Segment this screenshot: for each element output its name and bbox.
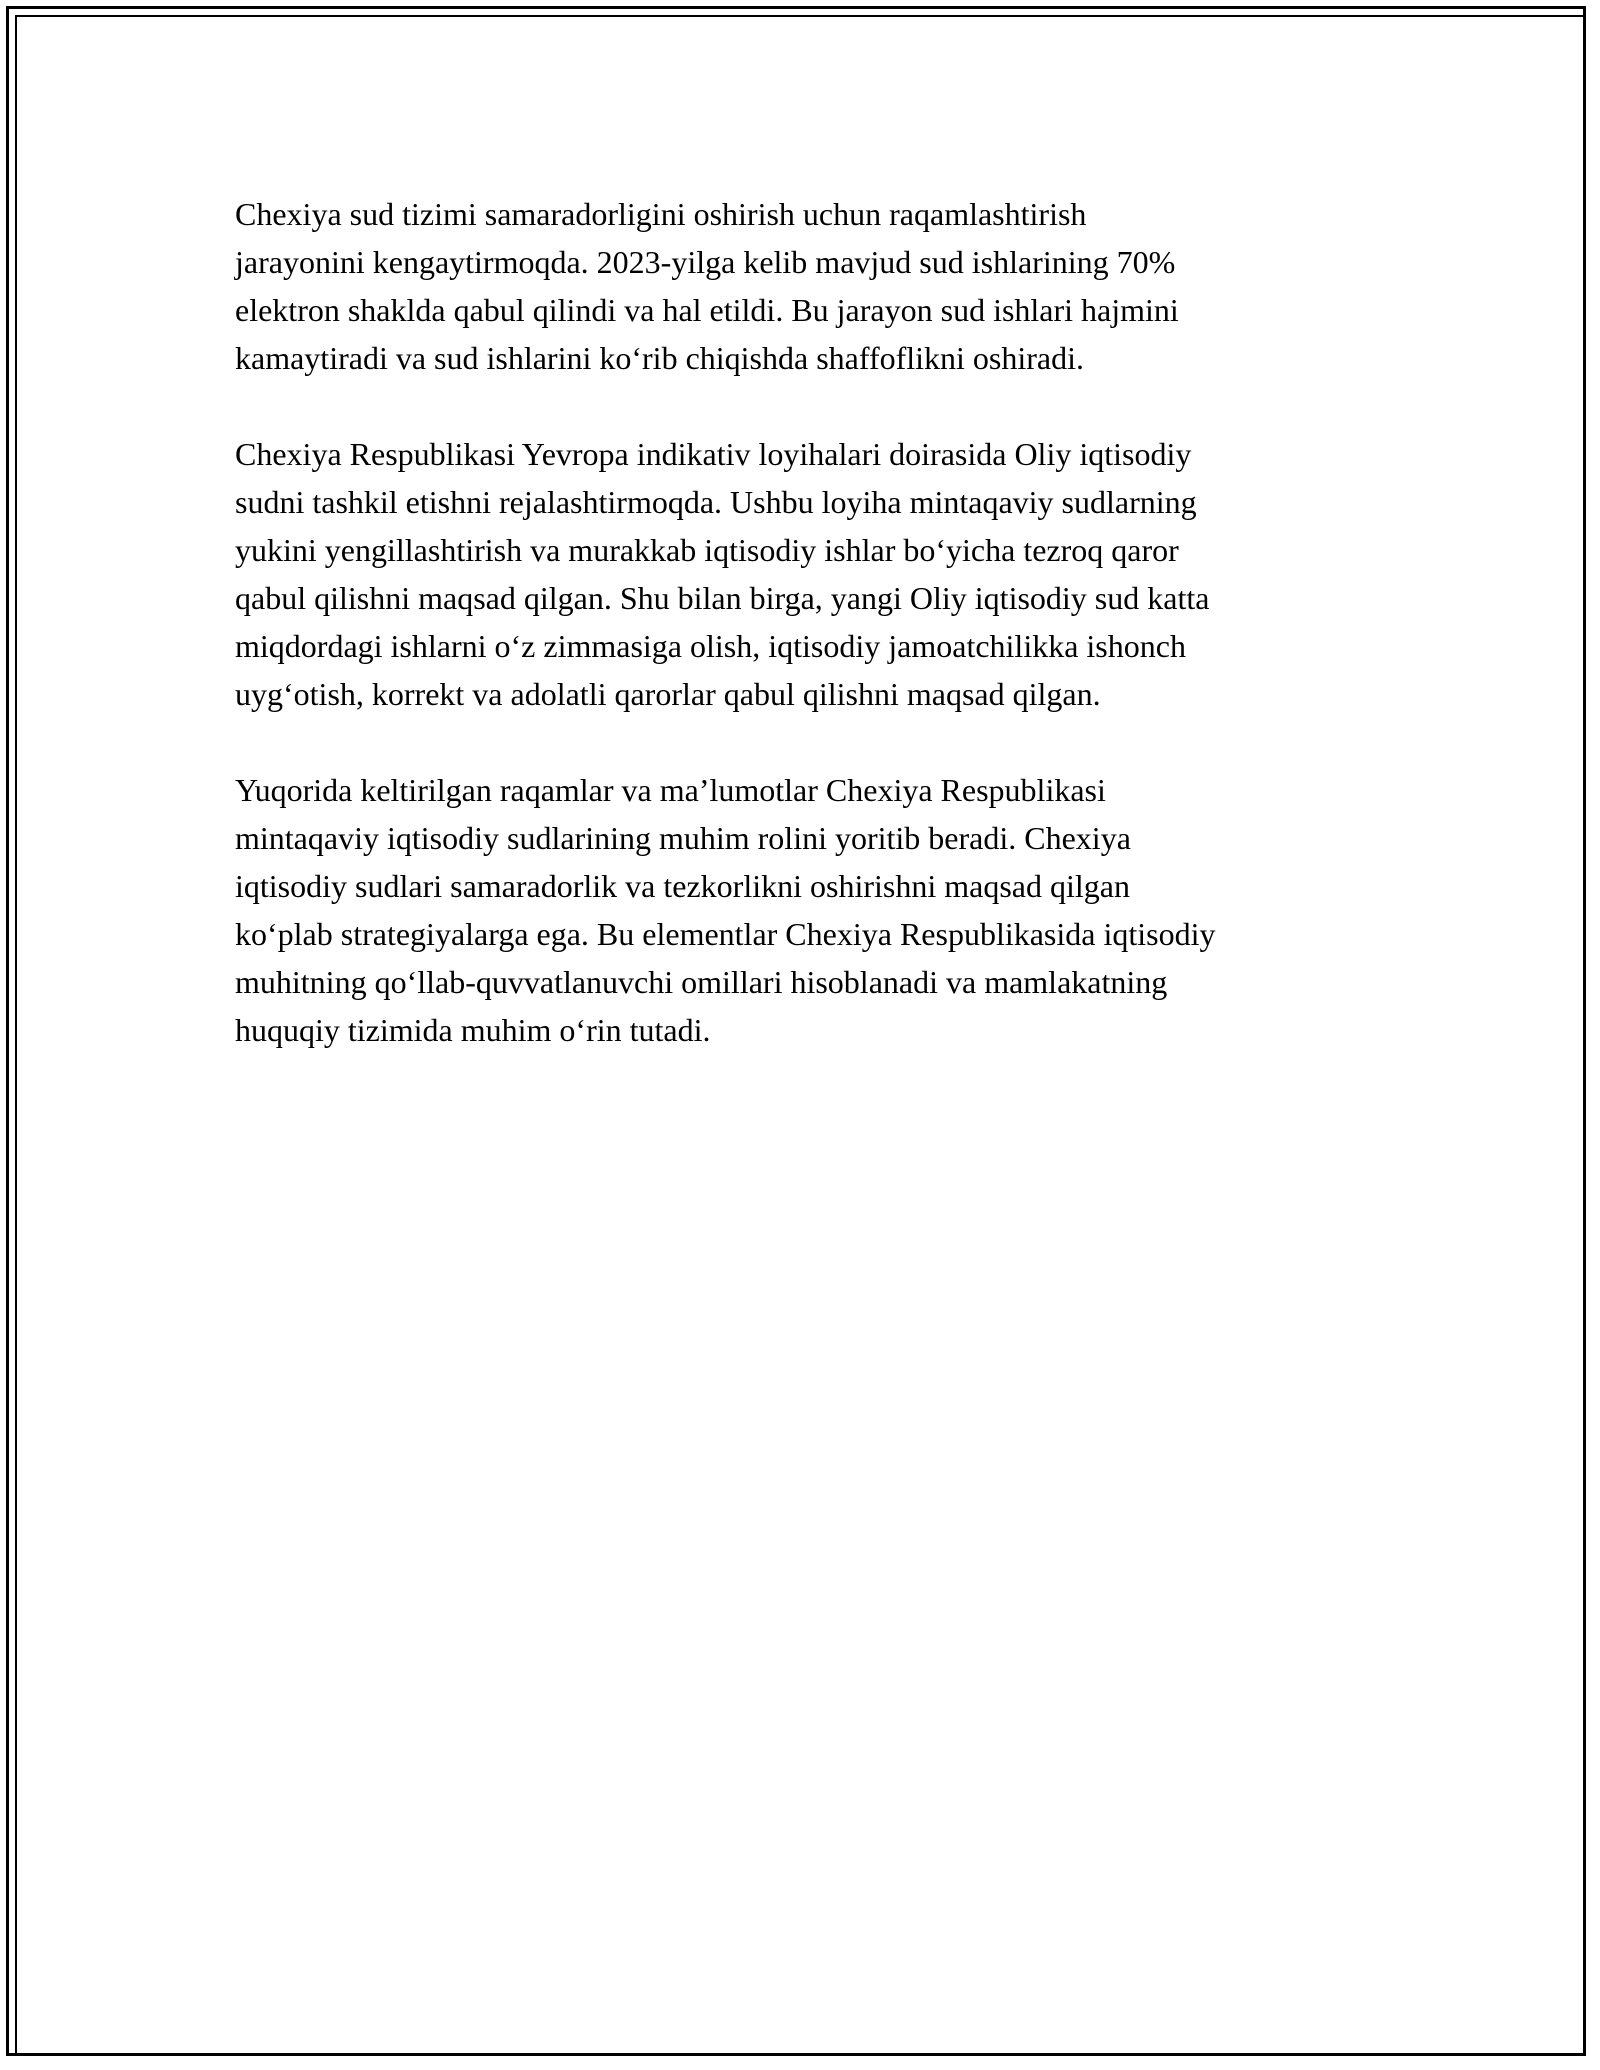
text-line: ko‘plab strategiyalarga ega. Bu elementlar Chexiya Respublikasida iqtisodiy xyxy=(235,916,1216,952)
text-line: huquqiy tizimida muhim o‘rin tutadi. xyxy=(235,1012,711,1048)
document-body xyxy=(235,190,1370,1102)
text-line: Chexiya Respublikasi Yevropa indikativ loyihalari doirasida Oliy iqtisodiy xyxy=(235,436,1192,472)
text-line: sudni tashkil etishni rejalashtirmoqda. Ushbu loyiha mintaqaviy sudlarning xyxy=(235,484,1197,520)
text-line: elektron shaklda qabul qilindi va hal etildi. Bu jarayon sud ishlari hajmini xyxy=(235,292,1179,328)
paragraph-supreme-economic-court xyxy=(235,430,1370,718)
text-line: iqtisodiy sudlari samaradorlik va tezkorlikni oshirishni maqsad qilgan xyxy=(235,868,1130,904)
text-line: yukini yengillashtirish va murakkab iqtisodiy ishlar bo‘yicha tezroq qaror xyxy=(235,532,1179,568)
paragraph-conclusion xyxy=(235,766,1370,1054)
text-line: Chexiya sud tizimi samaradorligini oshirish uchun raqamlashtirish xyxy=(235,196,1087,232)
text-line: kamaytiradi va sud ishlarini ko‘rib chiqishda shaffoflikni oshiradi. xyxy=(235,340,1085,376)
text-line: uyg‘otish, korrekt va adolatli qarorlar qabul qilishni maqsad qilgan. xyxy=(235,676,1101,712)
text-line: jarayonini kengaytirmoqda. 2023-yilga kelib mavjud sud ishlarining 70% xyxy=(235,244,1176,280)
text-line: Yuqorida keltirilgan raqamlar va ma’lumotlar Chexiya Respublikasi xyxy=(235,772,1106,808)
text-line: muhitning qo‘llab-quvvatlanuvchi omillari hisoblanadi va mamlakatning xyxy=(235,964,1168,1000)
text-line: qabul qilishni maqsad qilgan. Shu bilan birga, yangi Oliy iqtisodiy sud katta xyxy=(235,580,1210,616)
paragraph-digitalization xyxy=(235,190,1370,382)
text-line: mintaqaviy iqtisodiy sudlarining muhim rolini yoritib beradi. Chexiya xyxy=(235,820,1131,856)
text-line: miqdordagi ishlarni o‘z zimmasiga olish, iqtisodiy jamoatchilikka ishonch xyxy=(235,628,1186,664)
